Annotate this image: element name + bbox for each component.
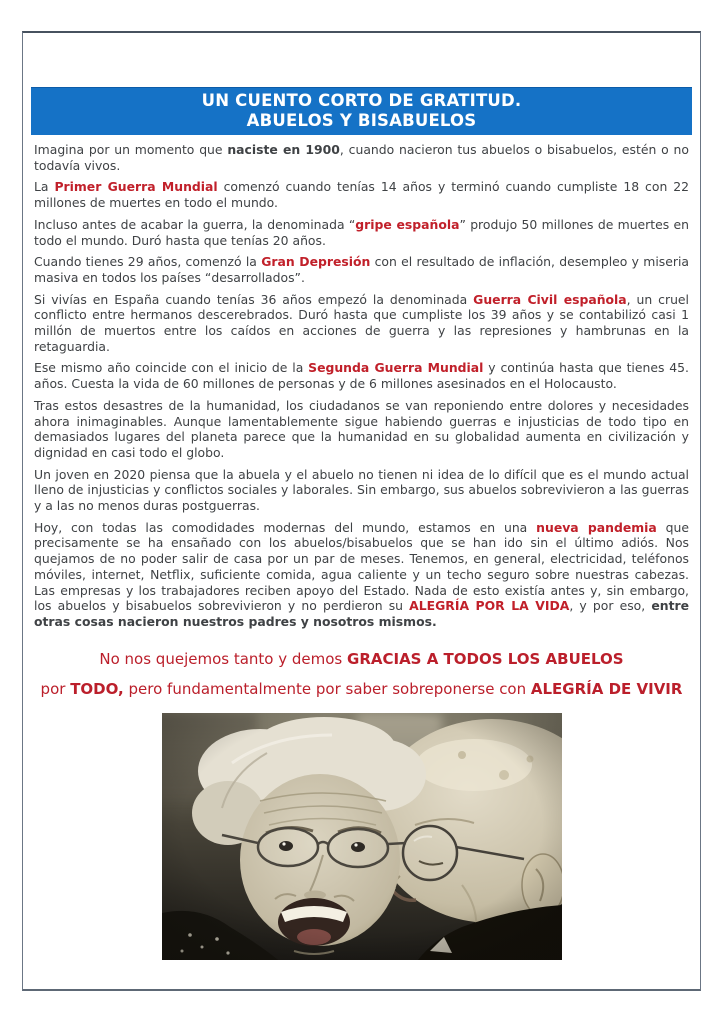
text-run: La [34, 179, 55, 195]
text-run: que precisamente se ha ensañado con los abuelos/bisabuelos que se han ido sin el último adiós. Nos quejamos de no poder salir de casa por un par de meses. Tenemos, en general, electricidad, teléfonos móviles, internet, Netflix, suficiente comida, agua caliente y un techo seguro sobre nuestras cabezas. Las empresas y los trabajadores reciben apoyo del Estado. Nada de esto existía antes y, sin embargo, los abuelos y bisabuelos sobrevivieron y no perdieron su [34, 519, 689, 614]
text-run: Ese mismo año coincide con el inicio de la [34, 360, 309, 376]
text-run: ALEGRÍA DE VIVIR [530, 679, 683, 698]
text-run: No nos quejemos tanto y demos [99, 649, 348, 668]
text-run: Imagina por un momento que [34, 142, 228, 157]
paragraph [34, 360, 689, 391]
text-run: Tras estos desastres de la humanidad, los ciudadanos se van reponiendo entre dolores y necesidades ahora inimaginables. Aunque lamentablemente sigue habiendo guerras e injusticias de todo tipo en demasiados lugares del planeta parece que la humanidad en su globalidad aumenta en civilización y dignidad en casi todo el globo. [34, 397, 689, 460]
text-run: Hoy, con todas las comodidades modernas del mundo, estamos en una [34, 519, 537, 535]
text-run: pero fundamentalmente por saber sobreponerse con [123, 679, 531, 698]
text-run: por [40, 679, 71, 698]
text-run: Un joven en 2020 piensa que la abuela y el abuelo no tienen ni idea de lo difícil que es el mundo actual lleno de injusticias y conflictos sociales y laborales. Sin embargo, sus abuelos sobrevivieron a las guerras y a las no menos duras postguerras. [34, 466, 689, 514]
paragraph [34, 142, 689, 173]
text-run: gripe española [355, 216, 460, 232]
closing-line [23, 644, 700, 674]
text-run: GRACIAS A TODOS LOS ABUELOS [347, 649, 624, 668]
title-line-2: ABUELOS Y BISABUELOS [246, 111, 477, 130]
text-run: naciste en 1900 [227, 142, 340, 157]
text-run: con el resultado de inflación, desempleo y miseria masiva en todos los países “desarrollados”. [34, 254, 689, 285]
closing-line [23, 674, 700, 704]
paragraph [34, 217, 689, 248]
paragraph [34, 179, 689, 210]
text-run: Primer Guerra Mundial [54, 179, 218, 195]
document-body [34, 142, 689, 630]
title-banner [31, 87, 692, 135]
title-line-1: UN CUENTO CORTO DE GRATITUD. [201, 91, 522, 110]
text-run: , un cruel conflicto entre hermanos descerebrados. Duró hasta que cumpliste los 39 años y se contabilizó casi 1 millón de muertos entre los caídos en acciones de guerra y las represiones y hambrunas en la retaguardia. [34, 291, 689, 354]
paragraph [34, 520, 689, 630]
text-run: Segunda Guerra Mundial [308, 360, 484, 376]
paragraph [34, 292, 689, 355]
text-run: nueva pandemia [536, 519, 657, 535]
grandparents-photo [162, 713, 562, 960]
photo-container [23, 713, 700, 964]
closing-message [23, 644, 700, 704]
text-run: Cuando tienes 29 años, comenzó la [34, 254, 262, 270]
text-run: Incluso antes de acabar la guerra, la denominada “ [34, 216, 356, 232]
page-border-frame [22, 31, 701, 991]
text-run: y continúa hasta que tienes 45. años. Cuesta la vida de 60 millones de personas y de 6 millones asesinados en el Holocausto. [34, 360, 689, 392]
paragraph [34, 467, 689, 514]
text-run: , cuando nacieron tus abuelos o bisabuelos, estén o no todavía vivos. [34, 142, 689, 173]
text-run: Si vivías en España cuando tenías 36 años empezó la denominada [34, 291, 474, 307]
text-run: entre otras cosas nacieron nuestros padres y nosotros mismos [34, 598, 690, 629]
text-run: ” produjo 50 millones de muertes en todo el mundo. Duró hasta que tenías 20 años. [34, 216, 690, 248]
text-run: . [431, 613, 437, 629]
text-run: ALEGRÍA POR LA VIDA [409, 598, 570, 614]
paragraph [34, 254, 689, 285]
text-run: , y por eso, [569, 598, 652, 614]
text-run: Guerra Civil española [473, 291, 627, 307]
text-run: Gran Depresión [261, 254, 371, 270]
text-run: TODO, [70, 679, 124, 698]
text-run: comenzó cuando tenías 14 años y terminó cuando cumpliste 18 con 22 millones de muertes en todo el mundo. [34, 179, 690, 211]
paragraph [34, 398, 689, 461]
